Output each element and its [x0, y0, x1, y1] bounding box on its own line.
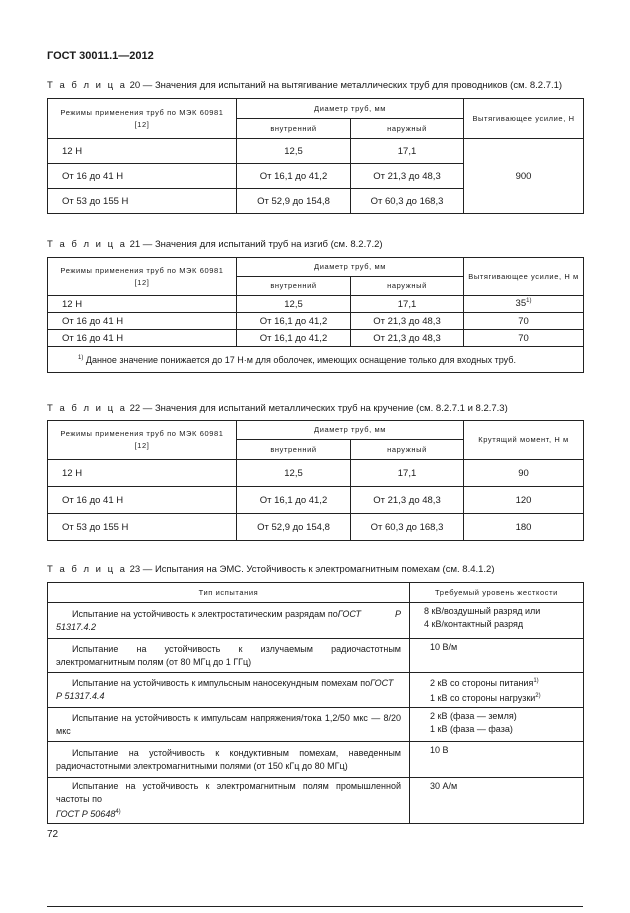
level-line-1: 8 кВ/воздушный разряд или: [424, 606, 541, 616]
table-cell: От 16,1 до 41,2: [237, 164, 351, 189]
table-cell: 12 Н: [48, 460, 237, 487]
level-line-1: 10 В/м: [430, 642, 458, 652]
level-cell: [410, 603, 584, 639]
table-22-prefix: Т а б л и ц а: [47, 403, 127, 414]
table-22: [47, 420, 584, 541]
table-23: [47, 582, 584, 824]
table-21-header-diameter: Диаметр труб, мм: [237, 258, 464, 277]
table-cell: От 52,9 до 154,8: [237, 189, 351, 214]
table-row: [48, 778, 584, 824]
footnote-mark: 1): [533, 678, 539, 684]
table-cell: От 16 до 41 Н: [48, 487, 237, 514]
table-20-caption: [47, 80, 562, 91]
table-20-header-outer: наружный: [351, 119, 464, 139]
table-row: [48, 673, 584, 708]
table-cell: 12 Н: [48, 296, 237, 313]
table-22-header-outer: наружный: [351, 440, 464, 460]
level-line-1: 2 кВ (фаза — земля): [430, 711, 517, 721]
table-row: [48, 460, 584, 487]
footnote-mark: 1): [78, 354, 84, 361]
level-cell: [410, 639, 584, 673]
level-cell: [410, 778, 584, 824]
test-type-cell: [48, 708, 410, 742]
table-cell: 17,1: [351, 139, 464, 164]
level-line-2: 4 кВ/контактный разряд: [424, 619, 524, 629]
table-row: [48, 514, 584, 541]
table-row: [48, 139, 584, 164]
table-22-header-torque: Крутящий момент, Н м: [464, 421, 584, 460]
table-cell: От 16,1 до 41,2: [237, 487, 351, 514]
table-23-caption: [47, 564, 495, 575]
test-text: Испытание на устойчивость к импульсным наносекундным помехам по: [72, 678, 371, 688]
test-text: Испытание на устойчивость к излучаемым радиочастотным электромагнитным полям (от 80 МГц до 1 ГГц): [56, 643, 401, 667]
test-type-cell: [48, 742, 410, 778]
table-cell: 17,1: [351, 296, 464, 313]
table-row: [48, 603, 584, 639]
table-21-header-force: Вытягивающее усилие, Н м: [464, 258, 584, 296]
footnote-mark: 2): [535, 693, 541, 699]
test-type-cell: [48, 673, 410, 708]
table-cell: 12,5: [237, 139, 351, 164]
table-23-header-level: Требуемый уровень жесткости: [410, 583, 584, 603]
table-cell: От 52,9 до 154,8: [237, 514, 351, 541]
table-cell: От 16 до 41 Н: [48, 330, 237, 347]
table-cell: [464, 296, 584, 313]
table-row: [48, 487, 584, 514]
footnote-mark: 4): [115, 809, 121, 815]
table-cell: 90: [464, 460, 584, 487]
table-row: [48, 708, 584, 742]
level-line-1: 10 В: [430, 745, 449, 755]
level-line-1: 30 А/м: [430, 781, 458, 791]
table-row: [48, 313, 584, 330]
table-20-force-value: 900: [464, 139, 584, 214]
table-cell: От 53 до 155 Н: [48, 189, 237, 214]
table-22-title: 22 — Значения для испытаний металлических труб на кручение (см. 8.2.7.1 и 8.2.7.3): [126, 403, 508, 414]
test-text: Испытание на устойчивость к электромагнитным полям промышленной частоты по: [56, 781, 401, 804]
test-text: Испытание на устойчивость к импульсам напряжения/тока 1,2/50 мкс — 8/20 мкс: [56, 712, 401, 736]
table-21-header-modes: Режимы применения труб по МЭК 60981 [12]: [48, 258, 237, 296]
table-cell: От 21,3 до 48,3: [351, 487, 464, 514]
table-23-prefix: Т а б л и ц а: [47, 564, 127, 575]
table-cell: 12,5: [237, 460, 351, 487]
test-text: Испытание на устойчивость к электростатическим разрядам по: [72, 608, 338, 619]
table-cell: От 16 до 41 Н: [48, 164, 237, 189]
table-22-caption: [47, 403, 508, 414]
level-cell: [410, 673, 584, 708]
table-cell: От 21,3 до 48,3: [351, 164, 464, 189]
standard-ref: ГОСТ Р 50648: [56, 809, 116, 819]
table-cell: От 53 до 155 Н: [48, 514, 237, 541]
table-row: [48, 330, 584, 347]
table-21-prefix: Т а б л и ц а: [47, 239, 127, 250]
table-22-header-modes: Режимы применения труб по МЭК 60981 [12]: [48, 421, 237, 460]
table-cell: От 16,1 до 41,2: [237, 313, 351, 330]
table-row: [48, 296, 584, 313]
table-cell: От 60,3 до 168,3: [351, 189, 464, 214]
table-cell: От 16 до 41 Н: [48, 313, 237, 330]
table-cell: 17,1: [351, 460, 464, 487]
table-cell: 70: [464, 313, 584, 330]
table-20-header-inner: внутренний: [237, 119, 351, 139]
table-22-header-inner: внутренний: [237, 440, 351, 460]
test-type-cell: [48, 778, 410, 824]
table-row: [48, 639, 584, 673]
table-21-caption: [47, 239, 383, 250]
table-21-header-inner: внутренний: [237, 277, 351, 296]
table-cell: 70: [464, 330, 584, 347]
table-20-header-diameter: Диаметр труб, мм: [237, 99, 464, 119]
table-20-header-force: Вытягивающее усилие, Н: [464, 99, 584, 139]
level-line-1: 2 кВ со стороны питания: [430, 678, 534, 688]
table-cell: От 60,3 до 168,3: [351, 514, 464, 541]
level-line-2: 1 кВ (фаза — фаза): [430, 724, 513, 734]
footnote-text: Данное значение понижается до 17 Н·м для оболочек, имеющих оснащение только для входных труб.: [83, 354, 516, 365]
document-title: ГОСТ 30011.1—2012: [47, 50, 154, 62]
footnote-mark: 1): [526, 298, 532, 305]
table-cell: 12 Н: [48, 139, 237, 164]
level-cell: [410, 708, 584, 742]
bottom-divider: [47, 906, 583, 907]
test-type-cell: [48, 603, 410, 639]
table-cell: От 21,3 до 48,3: [351, 330, 464, 347]
table-21-header-outer: наружный: [351, 277, 464, 296]
table-20-header-modes: Режимы применения труб по МЭК 60981 [12]: [48, 99, 237, 139]
level-cell: [410, 742, 584, 778]
table-21: [47, 257, 584, 373]
table-cell: От 16,1 до 41,2: [237, 330, 351, 347]
table-cell: От 21,3 до 48,3: [351, 313, 464, 330]
table-21-footnote: [48, 347, 584, 373]
table-22-header-diameter: Диаметр труб, мм: [237, 421, 464, 440]
standard-ref: ГОСТ Р 51317.4.2: [56, 608, 401, 632]
force-value: 35: [515, 298, 527, 310]
table-20-prefix: Т а б л и ц а: [47, 80, 127, 91]
table-20: [47, 98, 584, 214]
page-number: 72: [47, 829, 59, 840]
level-line-2: 1 кВ со стороны нагрузки: [430, 693, 536, 703]
table-23-title: 23 — Испытания на ЭМС. Устойчивость к электромагнитным помехам (см. 8.4.1.2): [126, 564, 495, 575]
table-23-header-test: Тип испытания: [48, 583, 410, 603]
table-cell: 12,5: [237, 296, 351, 313]
test-text: Испытание на устойчивость к кондуктивным помехам, наведенным радиочастотными электромагнитными полями (от 150 кГц до 80 МГц): [56, 747, 401, 771]
test-type-cell: [48, 639, 410, 673]
table-row: [48, 742, 584, 778]
table-cell: 120: [464, 487, 584, 514]
table-cell: 180: [464, 514, 584, 541]
table-20-title: 20 — Значения для испытаний на вытягивание металлических труб для проводников (см. 8.2.7.1): [126, 80, 563, 91]
standard-ref: ГОСТ Р 51317.4.4: [56, 678, 394, 701]
table-21-title: 21 — Значения для испытаний труб на изгиб (см. 8.2.7.2): [126, 239, 383, 250]
